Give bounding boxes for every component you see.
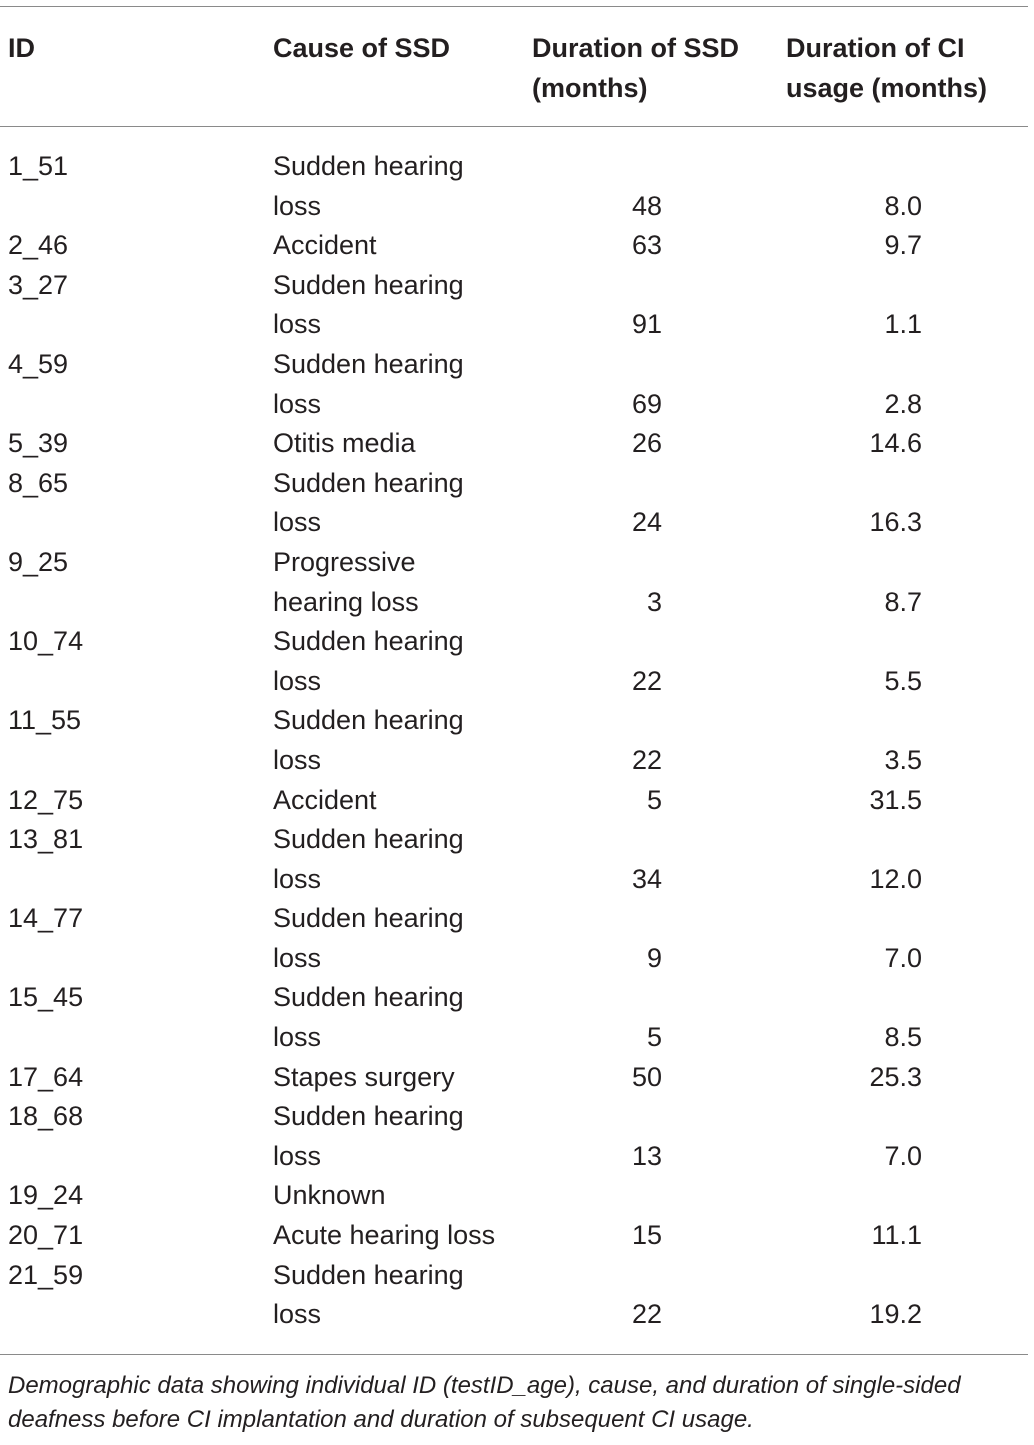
cell-duration-ci: 25.3 <box>869 1061 922 1092</box>
cell-cause-line2: loss <box>273 1022 322 1053</box>
cell-cause <box>273 978 523 1057</box>
cell-duration-ci: 8.5 <box>884 1022 922 1053</box>
cell-duration-ci: 12.0 <box>869 863 922 894</box>
cell-duration-ssd: 22 <box>631 744 662 775</box>
cell-cause-line2: loss <box>273 190 322 221</box>
cell-cause-line1: Stapes surgery <box>273 1061 455 1092</box>
header-duration-ssd-line2: (months) <box>532 73 648 103</box>
cell-cause-line2: hearing loss <box>273 586 419 617</box>
cell-duration-ssd: 63 <box>631 230 662 261</box>
cell-cause-line2: loss <box>273 507 322 538</box>
table-row <box>0 226 1034 266</box>
cell-cause-line2: loss <box>273 863 322 894</box>
cell-duration-ssd: 24 <box>631 507 662 538</box>
cell-id: 9_25 <box>8 546 69 577</box>
cell-duration-ci: 11.1 <box>871 1220 922 1251</box>
cell-cause <box>273 147 523 226</box>
cell-id: 14_77 <box>8 903 84 934</box>
cell-cause-line2: loss <box>273 665 322 696</box>
cell-cause-line1: Accident <box>273 784 377 815</box>
cell-cause-line2: loss <box>273 309 322 340</box>
cell-cause <box>273 622 523 701</box>
cell-duration-ci: 1.1 <box>884 309 922 340</box>
cell-duration-ssd: 15 <box>631 1220 662 1251</box>
cell-duration-ssd: 22 <box>631 665 662 696</box>
table-row <box>0 424 1034 464</box>
table-row <box>0 345 1034 424</box>
cell-id: 13_81 <box>8 824 84 855</box>
cell-duration-ci: 5.5 <box>884 665 922 696</box>
top-rule <box>0 6 1028 7</box>
cell-cause <box>273 226 523 266</box>
cell-duration-ssd: 3 <box>646 586 662 617</box>
bottom-rule <box>0 1354 1028 1355</box>
cell-cause-line2: loss <box>273 1140 322 1171</box>
table-row <box>0 464 1034 543</box>
cell-duration-ssd: 13 <box>631 1140 662 1171</box>
header-cause: Cause of SSD <box>273 33 451 63</box>
cell-id: 2_46 <box>8 230 69 261</box>
table-row <box>0 1097 1034 1176</box>
header-duration-ci-line2: usage (months) <box>786 73 988 103</box>
cell-cause-line1: Sudden hearing <box>273 467 464 498</box>
cell-duration-ssd: 69 <box>631 388 662 419</box>
cell-duration-ci: 7.0 <box>884 1140 922 1171</box>
cell-cause-line1: Sudden hearing <box>273 824 464 855</box>
cell-cause <box>273 543 523 622</box>
header-rule <box>0 126 1028 127</box>
cell-id: 8_65 <box>8 467 69 498</box>
cell-cause-line1: Sudden hearing <box>273 982 464 1013</box>
cell-id: 4_59 <box>8 348 69 379</box>
cell-duration-ssd: 50 <box>631 1061 662 1092</box>
cell-duration-ssd: 48 <box>631 190 662 221</box>
table-caption: Demographic data showing individual ID (testID_age), cause, and duration of single-sided deafness before CI implantation and duration of subsequent CI usage. <box>8 1372 961 1433</box>
cell-cause <box>273 1058 523 1098</box>
cell-duration-ssd: 91 <box>631 309 662 340</box>
cell-duration-ssd: 22 <box>631 1299 662 1330</box>
cell-cause-line2: loss <box>273 388 322 419</box>
header-duration-ci <box>786 28 987 108</box>
cell-cause-line1: Sudden hearing <box>273 348 464 379</box>
cell-cause-line1: Unknown <box>273 1180 386 1211</box>
cell-duration-ssd: 9 <box>646 942 662 973</box>
cell-id: 15_45 <box>8 982 84 1013</box>
cell-id: 18_68 <box>8 1101 84 1132</box>
cell-cause-line1: Sudden hearing <box>273 705 464 736</box>
cell-duration-ssd: 5 <box>646 784 662 815</box>
table-row <box>0 543 1034 622</box>
cell-duration-ci: 16.3 <box>869 507 922 538</box>
cell-id: 1_51 <box>8 151 69 181</box>
cell-duration-ci: 8.0 <box>884 190 922 221</box>
cell-cause-line1: Sudden hearing <box>273 151 464 181</box>
cell-cause-line1: Sudden hearing <box>273 1101 464 1132</box>
cell-duration-ssd: 5 <box>646 1022 662 1053</box>
cell-duration-ssd: 34 <box>631 863 662 894</box>
cell-id: 5_39 <box>8 428 69 459</box>
cell-cause <box>273 266 523 345</box>
cell-cause <box>273 424 523 464</box>
cell-cause <box>273 820 523 899</box>
table-row <box>0 622 1034 701</box>
cell-id: 20_71 <box>8 1220 84 1251</box>
table-row <box>0 1216 1034 1256</box>
cell-cause-line2: loss <box>273 1299 322 1330</box>
cell-cause-line1: Sudden hearing <box>273 626 464 657</box>
cell-cause-line2: loss <box>273 942 322 973</box>
table-row <box>0 1256 1034 1335</box>
cell-id: 3_27 <box>8 269 69 300</box>
cell-cause <box>273 1097 523 1176</box>
table-row <box>0 147 1034 226</box>
table-row <box>0 1058 1034 1098</box>
cell-duration-ci: 8.7 <box>884 586 922 617</box>
cell-cause-line1: Sudden hearing <box>273 1259 464 1290</box>
cell-duration-ci: 2.8 <box>884 388 922 419</box>
cell-cause <box>273 899 523 978</box>
cell-cause <box>273 345 523 424</box>
cell-cause-line2: loss <box>273 744 322 775</box>
table-row <box>0 978 1034 1057</box>
header-duration-ssd-line1: Duration of SSD <box>532 33 739 63</box>
cell-cause <box>273 1176 523 1216</box>
cell-cause-line1: Accident <box>273 230 377 261</box>
cell-cause-line1: Sudden hearing <box>273 903 464 934</box>
cell-duration-ci: 7.0 <box>884 942 922 973</box>
cell-cause <box>273 1216 523 1256</box>
table-row <box>0 820 1034 899</box>
cell-duration-ci: 31.5 <box>869 784 922 815</box>
cell-id: 19_24 <box>8 1180 84 1211</box>
cell-cause <box>273 1256 523 1335</box>
cell-id: 21_59 <box>8 1259 84 1290</box>
table-row <box>0 1176 1034 1216</box>
cell-cause-line1: Sudden hearing <box>273 269 464 300</box>
table-body <box>0 147 1034 1335</box>
cell-duration-ci: 9.7 <box>884 230 922 261</box>
cell-cause-line1: Acute hearing loss <box>273 1220 496 1251</box>
cell-cause <box>273 464 523 543</box>
table-row <box>0 266 1034 345</box>
cell-cause-line1: Progressive <box>273 546 416 577</box>
cell-id: 17_64 <box>8 1061 84 1092</box>
cell-duration-ci: 19.2 <box>869 1299 922 1330</box>
table-row <box>0 781 1034 821</box>
cell-duration-ci: 3.5 <box>884 744 922 775</box>
cell-id: 11_55 <box>8 705 82 736</box>
header-id: ID <box>8 33 35 63</box>
header-duration-ssd <box>532 28 739 108</box>
table-row <box>0 701 1034 780</box>
cell-duration-ssd: 26 <box>631 428 662 459</box>
cell-id: 12_75 <box>8 784 84 815</box>
cell-duration-ci: 14.6 <box>869 428 922 459</box>
cell-cause <box>273 781 523 821</box>
header-duration-ci-line1: Duration of CI <box>786 33 965 63</box>
cell-cause <box>273 701 523 780</box>
table-row <box>0 899 1034 978</box>
cell-id: 10_74 <box>8 626 84 657</box>
cell-cause-line1: Otitis media <box>273 428 416 459</box>
